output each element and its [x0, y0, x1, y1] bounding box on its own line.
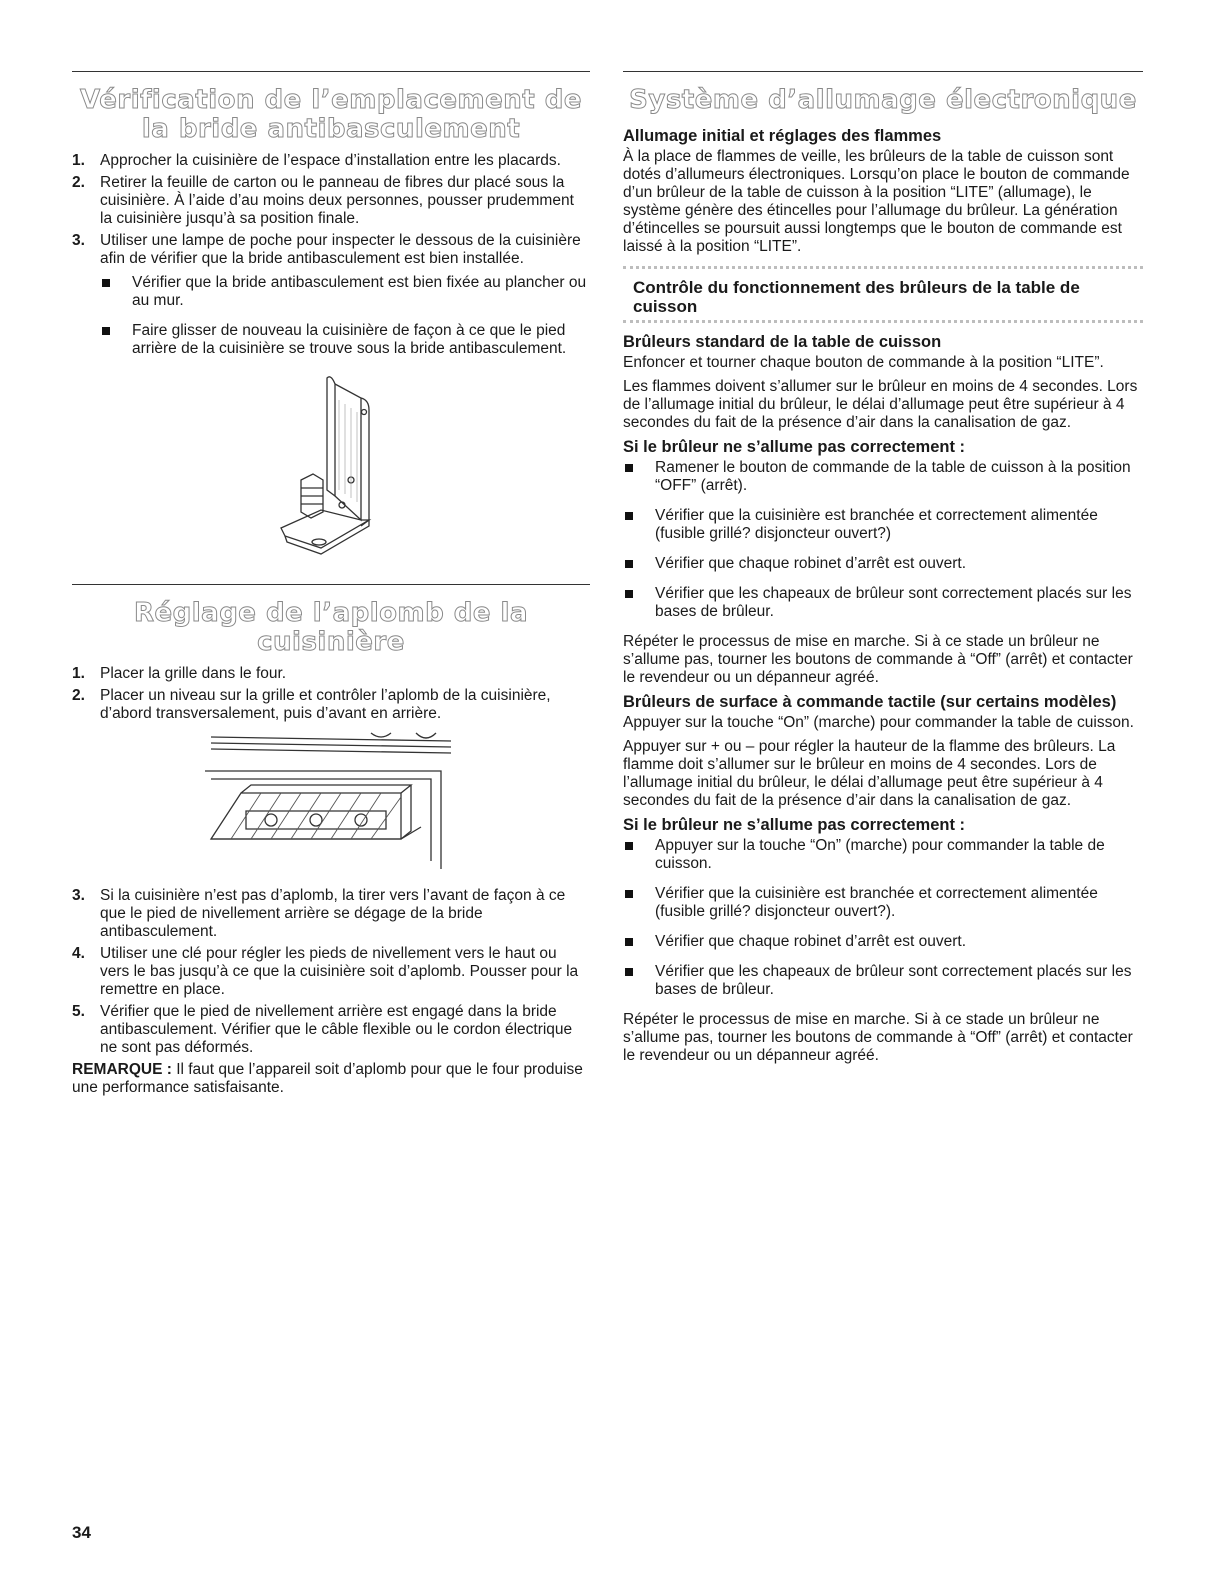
- list-item: 5. Vérifier que le pied de nivellement arrière est engagé dans la bride antibasculement. Vérifier que le câble flexible ou le cordon électrique ne sont pas déformés.: [72, 1003, 573, 1056]
- paragraph: Les flammes doivent s’allumer sur le brûleur en moins de 4 secondes. Lors de l’allumage initial du brûleur, le délai d’allumage peut être supérieur à 4 secondes du fait de la présence d’air dans la canalisation de gaz.: [623, 378, 1138, 431]
- paragraph: Répéter le processus de mise en marche. Si à ce stade un brûleur ne s’allume pas, tourner les boutons de commande à “Off” (arrêt) et contacter le revendeur ou un dépanneur agréé.: [623, 1011, 1133, 1064]
- paragraph: Enfoncer et tourner chaque bouton de commande à la position “LITE”.: [623, 354, 1104, 371]
- list-item: 3. Si la cuisinière n’est pas d’aplomb, la tirer vers l’avant de façon à ce que le pied de nivellement arrière se dégage de la bride antibasculement.: [72, 887, 566, 940]
- page-number: 34: [72, 1523, 91, 1542]
- boxed-heading: Contrôle du fonctionnement des brûleurs de la table de cuisson: [623, 266, 1143, 323]
- list-item: Ramener le bouton de commande de la table de cuisson à la position “OFF” (arrêt).: [623, 459, 1143, 495]
- troubleshoot-bullets: [623, 837, 1143, 999]
- list-item: Appuyer sur la touche “On” (marche) pour commander la table de cuisson.: [623, 837, 1143, 873]
- list-item: Vérifier que la cuisinière est branchée et correctement alimentée (fusible grillé? disjoncteur ouvert?).: [623, 885, 1143, 921]
- leveling-steps-b: [72, 887, 590, 1057]
- troubleshoot-bullets: [623, 459, 1143, 621]
- subheading-standard-burners: Brûleurs standard de la table de cuisson: [623, 333, 942, 351]
- section-rule: [72, 584, 590, 585]
- list-item: 1. Placer la grille dans le four.: [72, 665, 287, 682]
- anti-tip-bracket-figure: [261, 370, 401, 570]
- leveling-steps-a: [72, 665, 590, 723]
- subheading-troubleshoot: Si le brûleur ne s’allume pas correctement :: [623, 816, 966, 834]
- oven-rack-level-figure: [201, 727, 461, 877]
- list-item: Vérifier que la cuisinière est branchée et correctement alimentée (fusible grillé? disjoncteur ouvert?): [623, 507, 1143, 543]
- list-item: 1. Approcher la cuisinière de l’espace d’installation entre les placards.: [72, 152, 561, 169]
- paragraph: Appuyer sur la touche “On” (marche) pour commander la table de cuisson.: [623, 714, 1134, 731]
- section-rule: [72, 71, 590, 72]
- section-title-leveling: Réglage de l’aplomb de la cuisinière: [133, 598, 529, 657]
- list-item: 2. Retirer la feuille de carton ou le panneau de fibres dur placé sous la cuisinière. À l’aide d’au moins deux personnes, pousser prudemment la cuisinière jusqu’à sa position finale.: [72, 174, 574, 227]
- list-item: 2. Placer un niveau sur la grille et contrôler l’aplomb de la cuisinière, d’abord transversalement, puis d’avant en arrière.: [72, 687, 551, 722]
- list-item: 3. Utiliser une lampe de poche pour inspecter le dessous de la cuisinière afin de vérifier que la bride antibasculement est bien installée. Vérifier que la bride antibasculement est bien fixée au plancher ou au mur. Faire glisser de nouveau la cuisinière de façon à ce que le pied arrière de la cuisinière se trouve sous la bride antibasculement.: [72, 232, 590, 358]
- paragraph: Appuyer sur + ou – pour régler la hauteur de la flamme des brûleurs. La flamme doit s’allumer sur le brûleur en moins de 4 secondes. Lors de l’allumage initial du brûleur, le délai d’allumage peut être supérieur à 4 secondes du fait de la présence d’air dans la canalisation de gaz.: [623, 738, 1116, 809]
- list-item: 4. Utiliser une clé pour régler les pieds de nivellement vers le haut ou vers le bas jusqu’à ce que la cuisinière soit d’aplomb. Pousser pour la remettre en place.: [72, 945, 579, 998]
- list-item: Vérifier que la bride antibasculement est bien fixée au plancher ou au mur.: [72, 274, 590, 310]
- list-item: Vérifier que les chapeaux de brûleur sont correctement placés sur les bases de brûleur.: [623, 963, 1143, 999]
- subheading-touch-burners: Brûleurs de surface à commande tactile (sur certains modèles): [623, 693, 1117, 711]
- anti-tip-bullets: [72, 274, 590, 358]
- section-title-ignition: Système d’allumage électronique: [629, 85, 1137, 115]
- right-column: [623, 71, 1143, 1071]
- section-title-anti-tip: Vérification de l’emplacement de la bride antibasculement: [80, 85, 582, 144]
- list-item: Vérifier que chaque robinet d’arrêt est ouvert.: [623, 555, 1143, 573]
- list-item: Vérifier que chaque robinet d’arrêt est ouvert.: [623, 933, 1143, 951]
- list-item: Vérifier que les chapeaux de brûleur sont correctement placés sur les bases de brûleur.: [623, 585, 1143, 621]
- paragraph: Répéter le processus de mise en marche. Si à ce stade un brûleur ne s’allume pas, tourner les boutons de commande à “Off” (arrêt) et contacter le revendeur ou un dépanneur agréé.: [623, 633, 1133, 686]
- anti-tip-steps: [72, 152, 590, 358]
- subheading-troubleshoot: Si le brûleur ne s’allume pas correctement :: [623, 438, 966, 456]
- list-item: Faire glisser de nouveau la cuisinière de façon à ce que le pied arrière de la cuisinière se trouve sous la bride antibasculement.: [72, 322, 590, 358]
- subheading-initial-ignition: Allumage initial et réglages des flammes: [623, 127, 942, 145]
- paragraph: À la place de flammes de veille, les brûleurs de la table de cuisson sont dotés d’allumeurs électroniques. Lorsqu’on place le bouton de commande d’un brûleur de la table de cuisson à la position “LITE” (allumage), le système génère des étincelles pour l’allumage du brûleur. La génération d’étincelles se poursuit aussi longtemps que le bouton de commande est laissé à la position “LITE”.: [623, 148, 1130, 255]
- left-column: [72, 71, 590, 1103]
- section-rule: [623, 71, 1143, 72]
- note: REMARQUE : Il faut que l’appareil soit d’aplomb pour que le four produise une performance satisfaisante.: [72, 1061, 583, 1096]
